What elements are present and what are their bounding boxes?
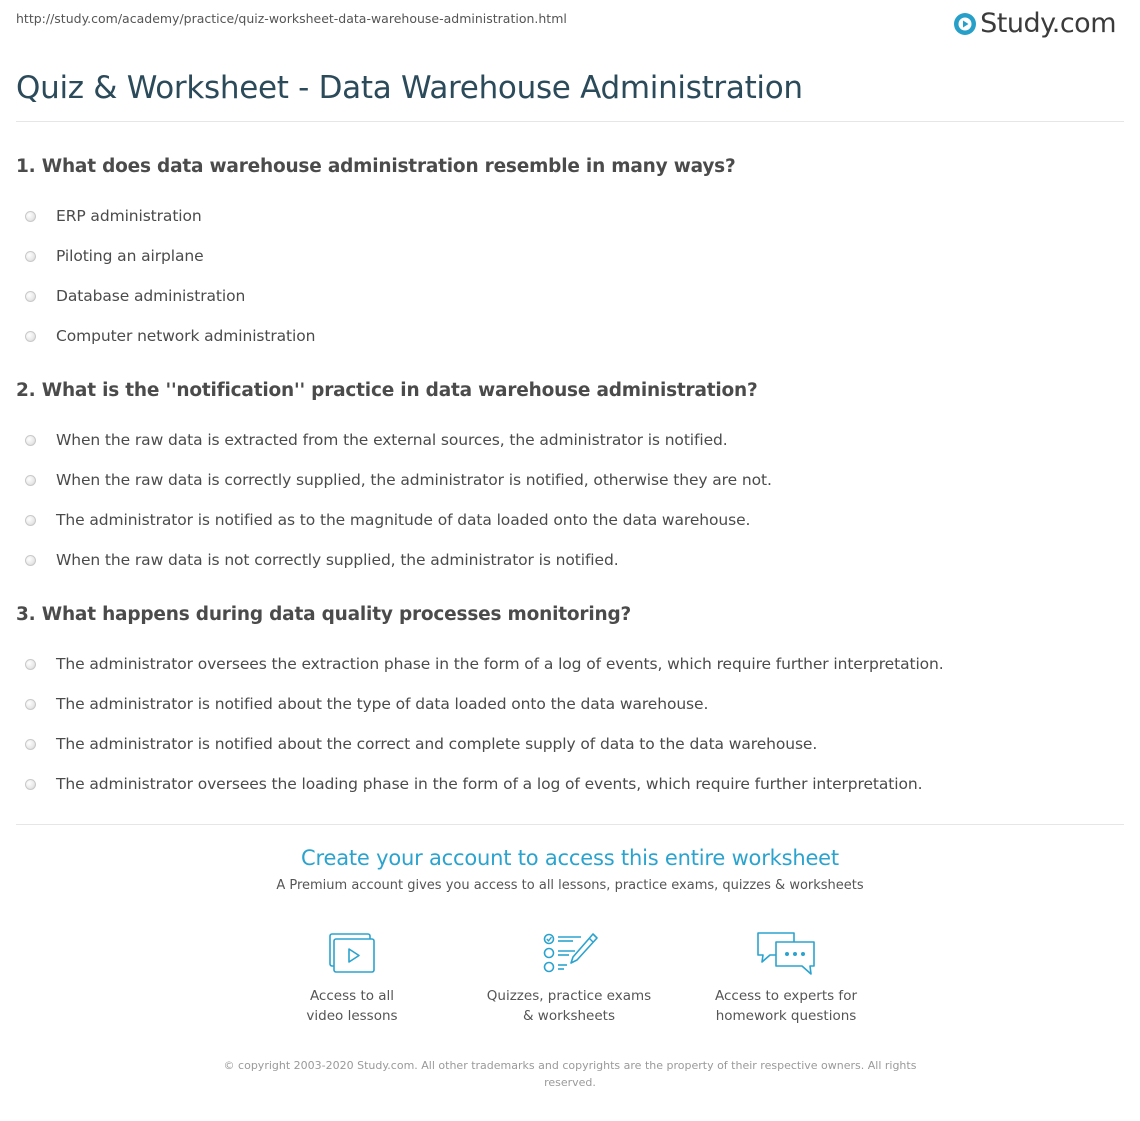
answer-option[interactable] bbox=[16, 644, 1124, 684]
feature-line: homework questions bbox=[715, 1008, 857, 1024]
answer-option[interactable] bbox=[16, 420, 1124, 460]
answer-option[interactable] bbox=[16, 460, 1124, 500]
feature-line: Access to experts for bbox=[714, 988, 857, 1004]
answer-list bbox=[16, 644, 1124, 804]
radio-button[interactable] bbox=[25, 659, 36, 670]
copyright-notice: © copyright 2003-2020 Study.com. All other trademarks and copyrights are the property of their respective owners. All rights reserved. bbox=[223, 1059, 917, 1089]
question-2 bbox=[16, 378, 1124, 580]
feature-line: Access to all bbox=[309, 988, 395, 1004]
radio-button[interactable] bbox=[25, 211, 36, 222]
play-logo-icon bbox=[953, 12, 977, 36]
study-logo[interactable] bbox=[953, 8, 1116, 40]
answer-text: When the raw data is not correctly supplied, the administrator is notified. bbox=[56, 551, 619, 569]
answer-text: Database administration bbox=[56, 287, 246, 305]
question-text: 3. What happens during data quality processes monitoring? bbox=[16, 604, 632, 625]
answer-text: The administrator is notified about the type of data loaded onto the data warehouse. bbox=[56, 695, 709, 713]
chat-bubbles-icon bbox=[754, 930, 818, 978]
radio-button[interactable] bbox=[25, 699, 36, 710]
quiz-checklist-icon bbox=[537, 930, 601, 978]
answer-option[interactable] bbox=[16, 684, 1124, 724]
answer-option[interactable] bbox=[16, 500, 1124, 540]
radio-button[interactable] bbox=[25, 739, 36, 750]
question-text: 1. What does data warehouse administration resemble in many ways? bbox=[16, 156, 736, 177]
question-1 bbox=[16, 154, 1124, 356]
create-account-link[interactable]: Create your account to access this entire worksheet bbox=[301, 846, 839, 870]
answer-text: When the raw data is correctly supplied, the administrator is notified, otherwise they are not. bbox=[56, 471, 772, 489]
answer-option[interactable] bbox=[16, 764, 1124, 804]
feature-line: Quizzes, practice exams bbox=[486, 988, 652, 1004]
video-lessons-icon bbox=[320, 930, 384, 978]
answer-text: The administrator is notified about the correct and complete supply of data to the data warehouse. bbox=[56, 735, 818, 753]
logo-wordmark: Study.com bbox=[980, 8, 1116, 39]
feature-quizzes bbox=[459, 930, 679, 1026]
answer-option[interactable] bbox=[16, 196, 1124, 236]
title-divider bbox=[16, 121, 1124, 122]
question-3 bbox=[16, 602, 1124, 804]
answer-text: ERP administration bbox=[56, 207, 202, 225]
question-text: 2. What is the ''notification'' practice in data warehouse administration? bbox=[16, 380, 758, 401]
answer-option[interactable] bbox=[16, 724, 1124, 764]
feature-video-lessons bbox=[242, 930, 462, 1026]
promo-divider bbox=[16, 824, 1124, 825]
answer-text: The administrator is notified as to the magnitude of data loaded onto the data warehouse. bbox=[56, 511, 751, 529]
answer-text: The administrator oversees the loading phase in the form of a log of events, which require further interpretation. bbox=[56, 775, 923, 793]
answer-option[interactable] bbox=[16, 316, 1124, 356]
answer-text: The administrator oversees the extraction phase in the form of a log of events, which require further interpretation. bbox=[56, 655, 944, 673]
radio-button[interactable] bbox=[25, 331, 36, 342]
radio-button[interactable] bbox=[25, 515, 36, 526]
page-title: Quiz & Worksheet - Data Warehouse Administration bbox=[16, 70, 803, 106]
feature-line: video lessons bbox=[306, 1008, 398, 1024]
radio-button[interactable] bbox=[25, 779, 36, 790]
feature-line: & worksheets bbox=[522, 1008, 615, 1024]
answer-option[interactable] bbox=[16, 540, 1124, 580]
answer-option[interactable] bbox=[16, 276, 1124, 316]
answer-list bbox=[16, 196, 1124, 356]
promo-subheading: A Premium account gives you access to all lessons, practice exams, quizzes & worksheets bbox=[276, 878, 864, 893]
radio-button[interactable] bbox=[25, 435, 36, 446]
radio-button[interactable] bbox=[25, 291, 36, 302]
page-url: http://study.com/academy/practice/quiz-worksheet-data-warehouse-administration.html bbox=[16, 11, 567, 26]
radio-button[interactable] bbox=[25, 251, 36, 262]
answer-option[interactable] bbox=[16, 236, 1124, 276]
answer-list bbox=[16, 420, 1124, 580]
radio-button[interactable] bbox=[25, 475, 36, 486]
radio-button[interactable] bbox=[25, 555, 36, 566]
feature-experts bbox=[676, 930, 896, 1026]
answer-text: Computer network administration bbox=[56, 327, 316, 345]
answer-text: Piloting an airplane bbox=[56, 247, 204, 265]
answer-text: When the raw data is extracted from the external sources, the administrator is notified. bbox=[56, 431, 728, 449]
